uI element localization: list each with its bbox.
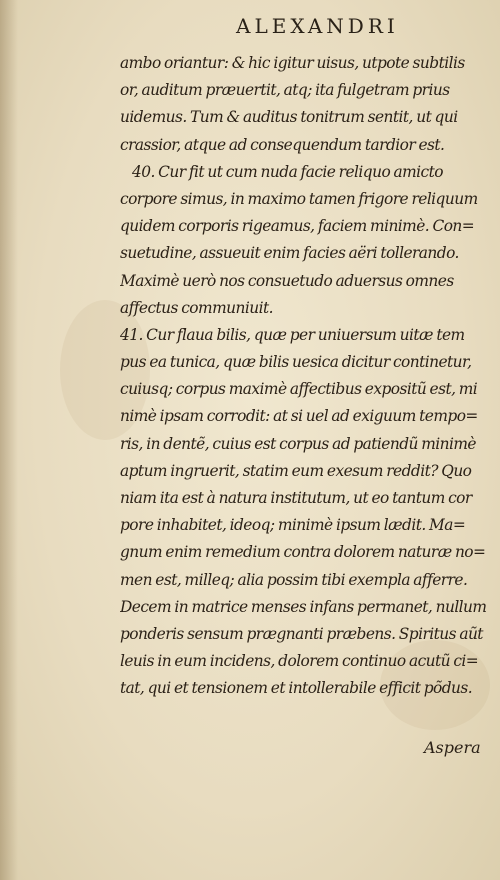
body-line: ponderis sensum prægnanti præbens. Spiritus aũt [120, 624, 483, 643]
body-line: aptum ingruerit, statim eum exesum reddit? Quo [120, 461, 472, 480]
section-41-first-line: 41. Cur flaua bilis, quæ per uniuersum uitæ tem [120, 325, 465, 344]
body-line: niam ita est à natura institutum, ut eo tantum cor [120, 489, 472, 507]
catchword: Aspera [424, 738, 481, 757]
body-line: crassior, atque ad consequendum tardior est. [120, 135, 445, 154]
body-line: ris, in dentẽ, cuius est corpus ad patiendũ minimè [120, 434, 476, 453]
body-line: Decem in matrice menses infans permanet, nullum [120, 597, 487, 616]
body-line: gnum enim remedium contra dolorem naturæ no= [120, 543, 486, 562]
body-line: uidemus. Tum & auditus tonitrum sentit, ut qui [120, 108, 458, 127]
body-line: suetudine, assueuit enim facies aëri tollerando. [120, 244, 459, 263]
body-line: men est, milleq; alia possim tibi exempla afferre. [120, 570, 468, 589]
body-line: pus ea tunica, quæ bilis uesica dicitur continetur, [120, 353, 472, 372]
body-line: ambo oriantur: & hic igitur uisus, utpote subtilis [120, 54, 465, 72]
body-line: Maximè uerò nos consuetudo aduersus omnes [120, 271, 454, 290]
running-head: ALEXANDRI [236, 14, 399, 38]
body-line: nimè ipsam corrodit: at si uel ad exiguum tempo= [120, 407, 478, 426]
section-40-first-line: 40. Cur fit ut cum nuda facie reliquo amicto [132, 162, 443, 181]
body-line: tat, qui et tensionem et intollerabile efficit põdus. [120, 679, 473, 698]
body-line: pore inhabitet, ideoq; minimè ipsum lædit. Ma= [120, 516, 466, 535]
body-line: leuis in eum incidens, dolorem continuo acutũ ci= [120, 652, 479, 671]
body-line: or, auditum præuertit, atq; ita fulgetram prius [120, 81, 450, 100]
body-line: corpore simus, in maximo tamen frigore reliquum [120, 189, 478, 208]
body-line: cuiusq; corpus maximè affectibus expositũ est, mi [120, 380, 478, 399]
gutter-shadow [0, 0, 18, 880]
text-block [120, 50, 492, 703]
body-line: quidem corporis rigeamus, faciem minimè. Con= [120, 217, 475, 236]
body-line: affectus communiuit. [120, 298, 273, 317]
